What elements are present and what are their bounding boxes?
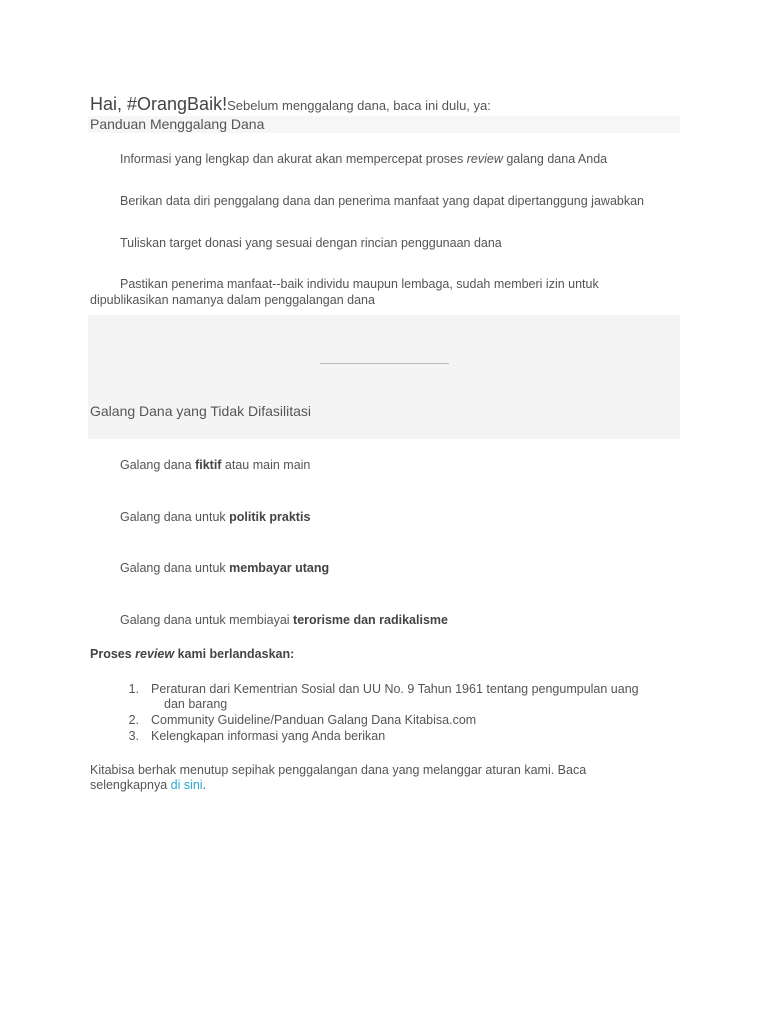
list-item: Kelengkapan informasi yang Anda berikan (151, 729, 386, 743)
list-number: 3. (128, 729, 139, 743)
list-item: Peraturan dari Kementrian Sosial dan UU No. 9 Tahun 1961 tentang pengumpulan uang (151, 682, 639, 696)
restriction-text: Galang dana untuk (120, 510, 230, 524)
footer-line1: Kitabisa berhak menutup sepihak penggalangan dana yang melanggar aturan kami. Baca (90, 763, 587, 777)
restriction-item (120, 612, 448, 628)
restriction-text: Galang dana (120, 458, 196, 472)
restriction-text: atau main main (221, 458, 311, 472)
guideline-item-line2: dipublikasikan namanya dalam penggalangan dana (90, 293, 375, 307)
restriction-item (120, 509, 310, 525)
greeting-subtitle: Sebelum menggalang dana, baca ini dulu, ya: (227, 98, 491, 113)
review-heading-text: Proses (90, 647, 136, 661)
footer-line2 (90, 778, 650, 793)
greeting-line (90, 94, 491, 115)
restriction-bold: terorisme dan radikalisme (293, 613, 448, 627)
divider (320, 363, 449, 364)
list-item: Community Guideline/Panduan Galang Dana Kitabisa.com (151, 713, 477, 727)
list-item-cont: dan barang (164, 697, 228, 711)
review-heading-italic: review (135, 647, 175, 661)
footer-end: . (202, 778, 207, 792)
list-number: 1. (128, 682, 139, 696)
restriction-bold: membayar utang (229, 561, 330, 575)
restriction-item (120, 560, 329, 576)
section-title-tidak-difasilitasi: Galang Dana yang Tidak Difasilitasi (90, 403, 312, 419)
review-heading (90, 647, 294, 661)
restriction-bold: politik praktis (229, 510, 311, 524)
greeting-title: Hai, #OrangBaik! (90, 94, 228, 114)
guideline-item (120, 151, 607, 167)
review-heading-text: kami berlandaskan: (174, 647, 295, 661)
restriction-bold: fiktif (195, 458, 222, 472)
restriction-text: Galang dana untuk (120, 561, 230, 575)
section-title-panduan: Panduan Menggalang Dana (90, 116, 265, 132)
section-panel (88, 315, 680, 439)
list-number: 2. (128, 713, 139, 727)
guideline-text: galang dana Anda (502, 152, 608, 166)
restriction-text: Galang dana untuk membiayai (120, 613, 294, 627)
guideline-text: Informasi yang lengkap dan akurat akan mempercepat proses (120, 152, 467, 166)
di-sini-link[interactable]: di sini (170, 778, 203, 792)
restriction-item (120, 457, 310, 473)
footer-text: selengkapnya (90, 778, 171, 792)
guideline-italic: review (466, 152, 503, 166)
guideline-item: Berikan data diri penggalang dana dan penerima manfaat yang dapat dipertanggung jawabkan (120, 194, 644, 208)
footer-paragraph (90, 763, 650, 793)
guideline-item-line1: Pastikan penerima manfaat--baik individu maupun lembaga, sudah memberi izin untuk (120, 277, 599, 291)
guideline-item: Tuliskan target donasi yang sesuai dengan rincian penggunaan dana (120, 236, 502, 250)
